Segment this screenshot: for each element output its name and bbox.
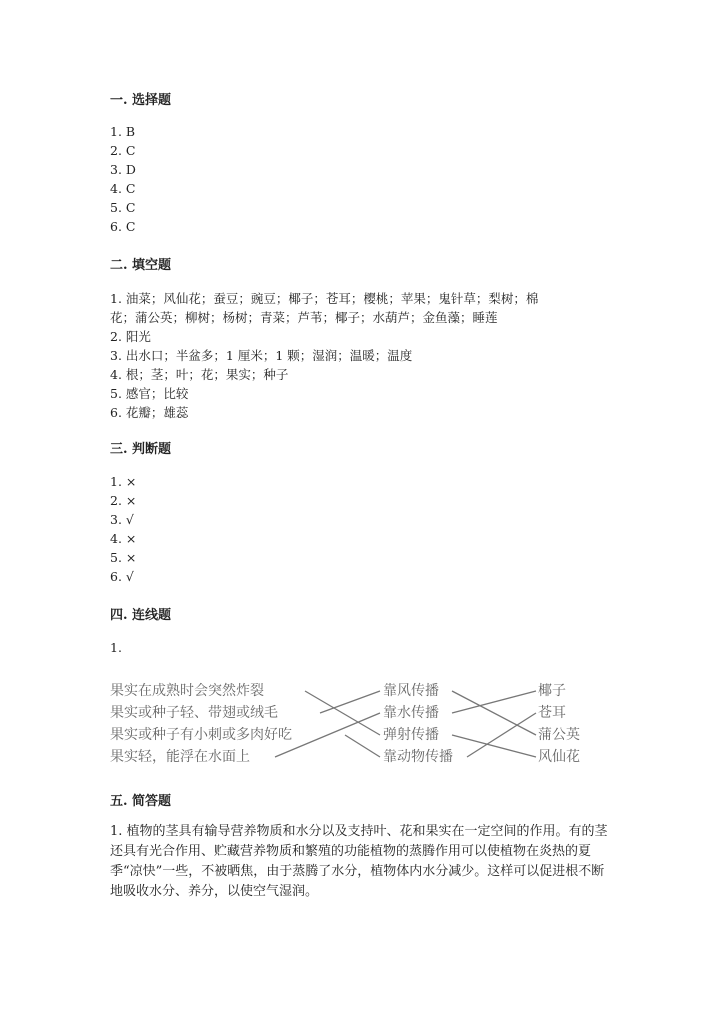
answer-line: 4. × (110, 531, 137, 546)
answer-line: 1. × (110, 474, 137, 489)
middle-item: 靠水传播 (383, 705, 439, 721)
left-item: 果实或种子轻、带翅或绒毛 (110, 705, 278, 721)
middle-item: 弹射传播 (383, 727, 439, 743)
answer-line: 4. 根；茎；叶；花；果实；种子 (110, 367, 289, 382)
match-line (320, 691, 380, 713)
section-choice-title: 一. 选择题 (110, 93, 172, 108)
answer-line: 3. D (110, 162, 136, 177)
section-short-title: 五. 简答题 (110, 794, 172, 809)
right-item: 蒲公英 (538, 727, 580, 743)
answer-line: 1. 油菜；风仙花；蚕豆；豌豆；椰子；苍耳；樱桃；苹果；鬼针草；梨树；棉 (110, 291, 539, 306)
right-item: 苍耳 (538, 705, 566, 721)
section-match-title: 四. 连线题 (110, 608, 172, 623)
answer-line: 5. × (110, 550, 137, 565)
answer-line: 6. √ (110, 569, 134, 584)
left-item: 果实轻，能浮在水面上 (110, 749, 250, 765)
answer-line: 6. 花瓣；雄蕊 (110, 405, 189, 420)
match-line (452, 735, 536, 757)
right-item: 风仙花 (538, 749, 580, 765)
answer-line: 5. C (110, 200, 136, 215)
answer-line: 6. C (110, 219, 136, 234)
answer-line: 花；蒲公英；柳树；杨树；青菜；芦苇；椰子；水葫芦；金鱼藻；睡莲 (110, 310, 498, 325)
answer-line: 2. × (110, 493, 137, 508)
answer-line: 2. C (110, 143, 136, 158)
answer-line: 4. C (110, 181, 136, 196)
short-answer-text: 1. 植物的茎具有输导营养物质和水分以及支持叶、花和果实在一定空间的作用。有的茎还具有光合作用、贮藏营养物质和繁殖的功能植物的蒸腾作用可以使植物在炎热的夏季“凉快”一些，不被晒焦，由于蒸腾了水分，植物体内水分减少。这样可以促进根不断地吸收水分、养分，以使空气湿润。 (110, 824, 608, 899)
answer-line: 3. √ (110, 512, 134, 527)
match-line (345, 735, 380, 757)
section-fill-title: 二. 填空题 (110, 258, 172, 273)
match-number: 1. (110, 640, 122, 655)
section-judge-title: 三. 判断题 (110, 442, 172, 457)
middle-item: 靠风传播 (383, 683, 439, 699)
answer-line: 2. 阳光 (110, 329, 151, 344)
matching-diagram (108, 680, 593, 772)
match-line (452, 691, 536, 735)
left-item: 果实在成熟时会突然炸裂 (110, 683, 264, 699)
right-item: 椰子 (538, 683, 566, 699)
middle-item: 靠动物传播 (383, 749, 453, 765)
match-line (452, 691, 536, 713)
answer-line: 3. 出水口；半盆多；1 厘米；1 颗；湿润；温暖；温度 (110, 348, 413, 363)
match-line (467, 713, 536, 757)
answer-line: 5. 感官；比较 (110, 386, 189, 401)
left-item: 果实或种子有小刺或多肉好吃 (110, 727, 292, 743)
answer-line: 1. B (110, 124, 136, 139)
